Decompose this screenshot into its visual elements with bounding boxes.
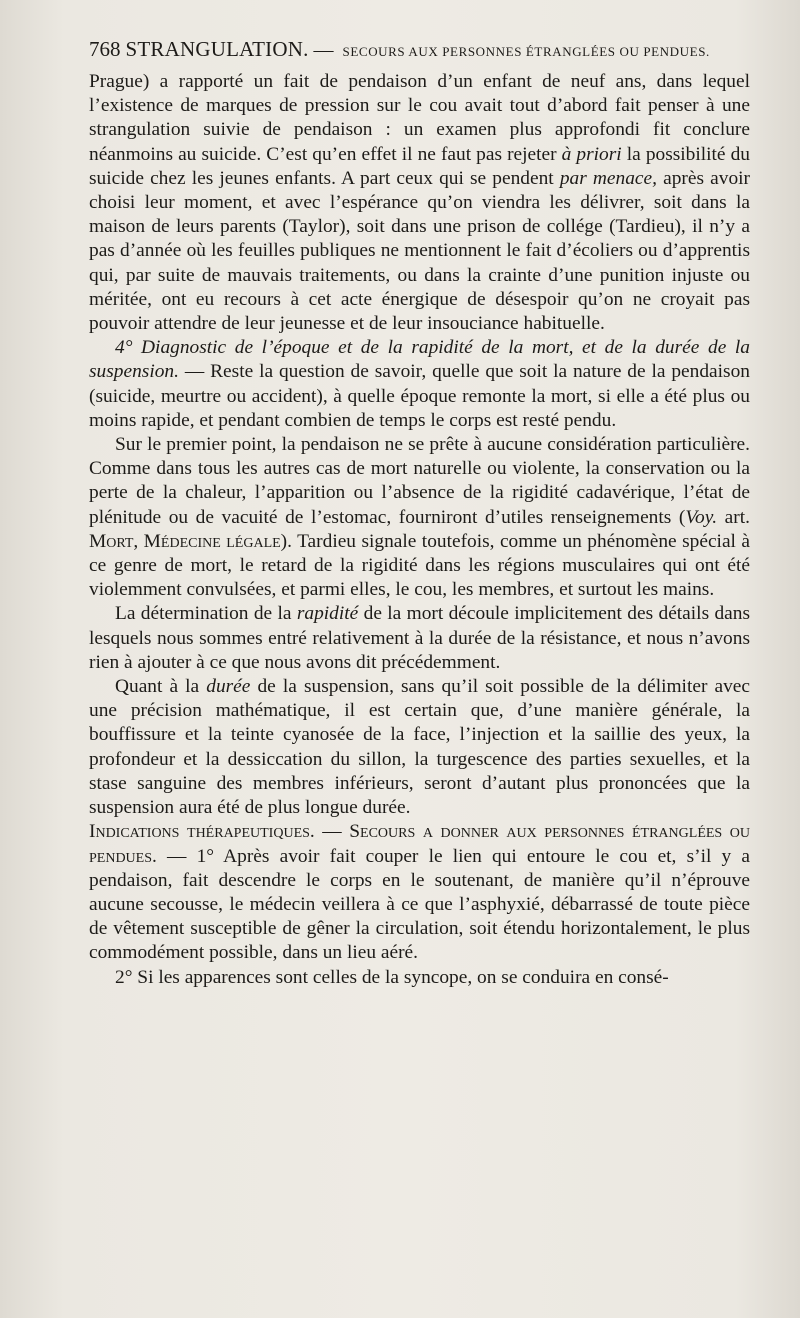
section-heading: 4° Diagnostic de l’époque et de la rapidité de la mort, et de la durée de la suspension. <box>89 337 750 383</box>
paragraph-7 <box>89 966 750 990</box>
emphasis: durée <box>206 676 251 698</box>
text-run: de la mort découle implicitement des détails dans lesquels nous sommes entré relativement à la durée de la résistance, et nous n’avons rien à ajouter à ce que nous avons dit précédemment. <box>89 603 751 673</box>
text-run: — Reste la question de savoir, quelle que soit la nature de la pendaison (suicide, meurtre ou accident), à quelle époque remonte la mort, si elle a été plus ou moins rapide, et pendant combien de temps le corps est resté pendu. <box>89 361 750 431</box>
running-title: STRANGULATION. <box>125 37 309 61</box>
emphasis: Voy. <box>685 506 718 528</box>
text-run: ). Tardieu signale toutefois, comme un phénomène spécial à ce genre de mort, le retard de la rigidité dans les régions musculaires qui ont été violemment convulsées, et parmi elles, le cou, les membres, et surtout les mains. <box>89 530 750 601</box>
text-run: — 1° Après avoir fait couper le lien qui entoure le cou et, s’il y a pendaison, fait descendre le corps en le soutenant, de manière qu’il n’éprouve aucune secousse, le médecin veillera à ce que l’asphyxié, débarrassé de toute pièce de vêtement susceptible de gêner la circulation, soit étendu horizontalement, le plus commodément possible, dans un lieu aéré. <box>89 845 750 964</box>
emphasis: à priori <box>561 143 622 165</box>
paragraph-3 <box>89 433 750 602</box>
paragraph-2 <box>89 336 750 433</box>
paragraph-6 <box>89 820 750 965</box>
text-run: Sur le premier point, la pendaison ne se prête à aucune considération particulière. Comme dans tous les autres cas de mort naturelle ou violente, la conservation ou la perte de la chaleur, l’apparition ou l’absence de la rigidité cadavérique, l’état de plénitude ou de vacuité de l’estomac, fourniront d’utiles renseignements ( <box>89 434 750 528</box>
text-run: La détermination de la <box>115 603 297 625</box>
paragraph-1 <box>89 70 750 336</box>
paragraph-4 <box>89 602 750 675</box>
text-run: Quant à la <box>115 676 207 698</box>
section-title: SECOURS AUX PERSONNES ÉTRANGLÉES OU PENDUES. <box>342 44 710 59</box>
section-heading: Indications thérapeutiques. — Secours a donner aux personnes étranglées ou pendues. <box>89 821 750 867</box>
body-text <box>89 70 750 990</box>
text-run: après avoir choisi leur moment, et avec l’espérance qu’on viendra les délivrer, soit dans la maison de leurs parents (Taylor), soit dans une prison de collége (Tardieu), il n’y a pas d’année où les feuilles publiques ne mentionnent le fait d’écoliers ou d’apprentis qui, par suite de mauvais traitements, ou dans la crainte d’une punition injuste ou méritée, ont eu recours à cet acte énergique de désespoir qu’on ne croyait pas pouvoir attendre de leur jeunesse et de leur insouciance habituelle. <box>89 167 750 335</box>
paragraph-5 <box>89 675 750 820</box>
text-run: la possibilité du suicide chez les jeunes enfants. A part ceux qui se pendent <box>89 143 750 189</box>
page-number: 768 <box>89 37 121 61</box>
cross-reference: Mort, Médecine légale <box>89 530 281 552</box>
emphasis: par menace, <box>559 167 657 189</box>
header-dash: — <box>313 39 334 61</box>
text-run: Prague) a rapporté un fait de pendaison d’un enfant de neuf ans, dans lequel l’existence de marques de pression sur le cou avait tout d’abord fait penser à une strangulation suivie de pendaison : un examen plus approfondi fit conclure néanmoins au suicide. C’est qu’en effet il ne faut pas rejeter <box>89 71 750 165</box>
running-header <box>89 34 749 64</box>
text-run: 2° Si les apparences sont celles de la syncope, on se conduira en consé- <box>115 966 669 988</box>
emphasis: rapidité <box>296 603 359 625</box>
text-run: de la suspension, sans qu’il soit possible de la délimiter avec une précision mathématique, il est certain que, d’une manière générale, la bouffissure et la teinte cyanosée de la face, l’injection et la saillie des yeux, la profondeur et la dessiccation du sillon, la turgescence des parties sexuelles, et la stase sanguine des membres inférieurs, seront d’autant plus prononcées que la suspension aura été de plus longue durée. <box>89 676 750 819</box>
text-run: art. <box>717 506 750 528</box>
